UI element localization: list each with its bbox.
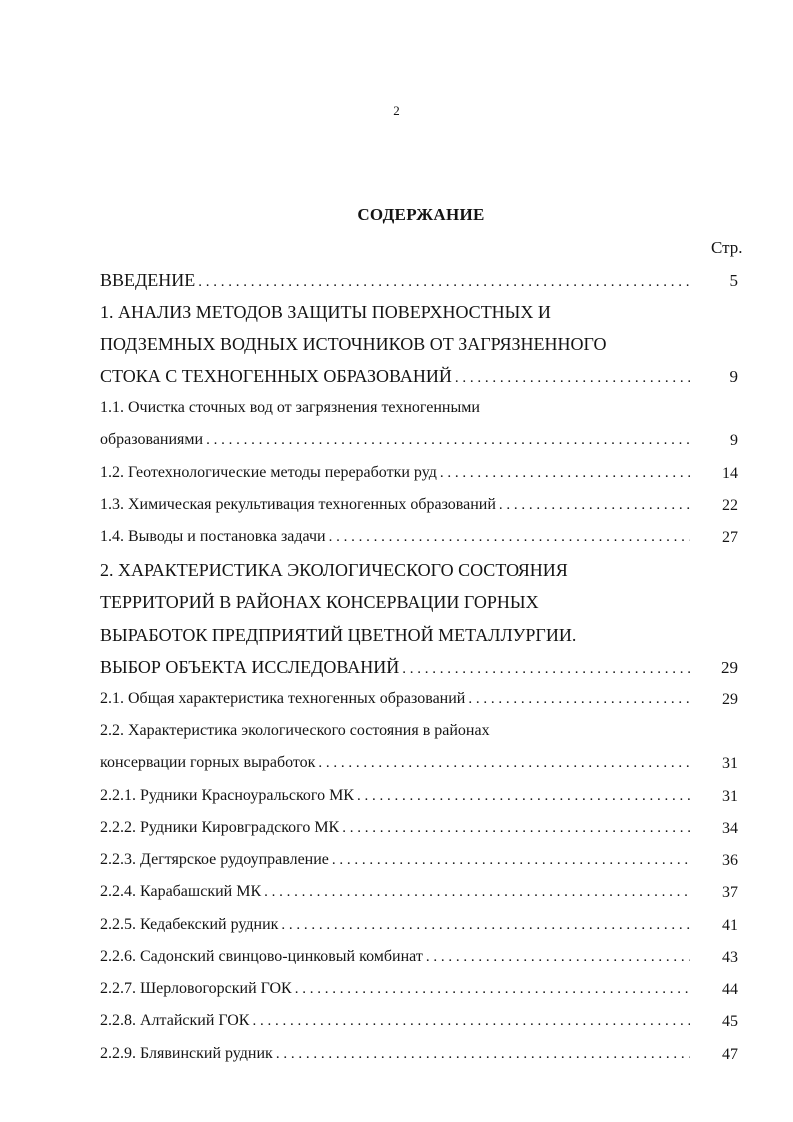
- toc-entry-page-number: 41: [722, 917, 738, 934]
- toc-entry-title: ВЫРАБОТОК ПРЕДПРИЯТИЙ ЦВЕТНОЙ МЕТАЛЛУРГИИ.: [100, 625, 577, 645]
- dot-leader: [249, 1013, 690, 1030]
- toc-entry-page-number: 5: [729, 271, 738, 290]
- toc-entry-page-number: 9: [729, 367, 738, 386]
- toc-entry-page-number: 27: [722, 529, 738, 546]
- dot-leader: [329, 852, 690, 869]
- dot-leader: [326, 529, 690, 546]
- toc-entry: [100, 883, 690, 907]
- toc-entry-title: 2.1. Общая характеристика техногенных образований: [100, 690, 466, 707]
- toc-entry: [100, 431, 690, 455]
- toc-entry-title: 1.2. Геотехнологические методы переработки руд: [100, 464, 437, 481]
- toc-entry-title: СТОКА С ТЕХНОГЕННЫХ ОБРАЗОВАНИЙ: [100, 366, 452, 386]
- dot-leader: [195, 274, 690, 291]
- toc-entry-title: 2.2.5. Кедабекский рудник: [100, 916, 279, 933]
- toc-entry: [100, 334, 690, 358]
- dot-leader: [292, 981, 690, 998]
- toc-entry: [100, 916, 690, 940]
- dot-leader: [315, 755, 690, 772]
- dot-leader: [399, 661, 690, 678]
- toc-entry: [100, 528, 690, 552]
- toc-entry: [100, 819, 690, 843]
- toc-entry-title: ПОДЗЕМНЫХ ВОДНЫХ ИСТОЧНИКОВ ОТ ЗАГРЯЗНЕННОГО: [100, 334, 607, 354]
- dot-leader: [273, 1046, 690, 1063]
- toc-entry-page-number: 43: [722, 949, 738, 966]
- toc-entry-title: образованиями: [100, 431, 204, 448]
- dot-leader: [496, 497, 690, 514]
- dot-leader: [465, 691, 690, 708]
- toc-entry-title: 2. ХАРАКТЕРИСТИКА ЭКОЛОГИЧЕСКОГО СОСТОЯНИЯ: [100, 560, 568, 580]
- toc-entry-page-number: 9: [730, 432, 738, 449]
- toc-entry-title: 2.2.2. Рудники Кировградского МК: [100, 819, 340, 836]
- toc-entry-page-number: 37: [722, 884, 738, 901]
- toc-entry-title: 2.2. Характеристика экологического состояния в районах: [100, 722, 490, 739]
- toc-entry-page-number: 29: [721, 658, 738, 677]
- toc-entry-title: 2.2.3. Дегтярское рудоуправление: [100, 851, 329, 868]
- dot-leader: [339, 820, 690, 837]
- toc-entry-title: 1.4. Выводы и постановка задачи: [100, 528, 326, 545]
- toc-entry-page-number: 31: [722, 755, 738, 772]
- toc-entry-title: 2.2.1. Рудники Красноуральского МК: [100, 787, 354, 804]
- toc-entry: [100, 592, 690, 616]
- dot-leader: [278, 917, 690, 934]
- toc-entry: [100, 625, 690, 649]
- dot-leader: [452, 370, 690, 387]
- toc-entry: [100, 754, 690, 778]
- dot-leader: [203, 432, 690, 449]
- toc-entry-page-number: 44: [722, 981, 738, 998]
- toc-entry-page-number: 14: [722, 465, 738, 482]
- toc-entry-page-number: 45: [722, 1013, 738, 1030]
- toc-entry: [100, 690, 690, 714]
- toc-entry-title: консервации горных выработок: [100, 754, 316, 771]
- toc-entry-page-number: 29: [722, 691, 738, 708]
- toc-entry: [100, 496, 690, 520]
- toc-entry-title: ВЫБОР ОБЪЕКТА ИССЛЕДОВАНИЙ: [100, 657, 400, 677]
- toc-entry-title: 1. АНАЛИЗ МЕТОДОВ ЗАЩИТЫ ПОВЕРХНОСТНЫХ И: [100, 302, 551, 322]
- toc-entry: [100, 302, 690, 326]
- toc-entry: [100, 560, 690, 584]
- page-number: 2: [393, 103, 400, 118]
- toc-entry: [100, 657, 690, 681]
- dot-leader: [354, 788, 690, 805]
- toc-entry: [100, 980, 690, 1004]
- toc-entry: [100, 787, 690, 811]
- toc-entry: [100, 270, 690, 294]
- page-column-label: Стр.: [711, 238, 743, 257]
- toc-entry: [100, 366, 690, 390]
- toc-entry-page-number: 31: [722, 788, 738, 805]
- toc-entry: [100, 1045, 690, 1069]
- toc-entry-title: 2.2.6. Садонский свинцово-цинковый комбинат: [100, 948, 423, 965]
- dot-leader: [261, 884, 690, 901]
- toc-entry: [100, 948, 690, 972]
- toc-entry-title: 2.2.9. Блявинский рудник: [100, 1045, 273, 1062]
- toc-entry-title: 1.1. Очистка сточных вод от загрязнения техногенными: [100, 399, 480, 416]
- page-title: СОДЕРЖАНИЕ: [357, 205, 485, 224]
- toc-entry-title: 2.2.4. Карабашский МК: [100, 883, 262, 900]
- toc-entry-page-number: 22: [722, 497, 738, 514]
- toc-entry-title: 1.3. Химическая рекультивация техногенных образований: [100, 496, 496, 513]
- toc-entry: [100, 399, 690, 423]
- toc-entry: [100, 1012, 690, 1036]
- dot-leader: [423, 949, 690, 966]
- dot-leader: [437, 465, 690, 482]
- toc-entry-page-number: 34: [722, 820, 738, 837]
- toc-entry-title: 2.2.7. Шерловогорский ГОК: [100, 980, 292, 997]
- toc-entry: [100, 464, 690, 488]
- toc-entry-page-number: 47: [722, 1046, 738, 1063]
- toc-entry-title: 2.2.8. Алтайский ГОК: [100, 1012, 250, 1029]
- toc-entry: [100, 722, 690, 746]
- toc-entry-title: ТЕРРИТОРИЙ В РАЙОНАХ КОНСЕРВАЦИИ ГОРНЫХ: [100, 592, 539, 612]
- toc-entry-page-number: 36: [722, 852, 738, 869]
- toc-entry: [100, 851, 690, 875]
- toc-entry-title: ВВЕДЕНИЕ: [100, 270, 196, 290]
